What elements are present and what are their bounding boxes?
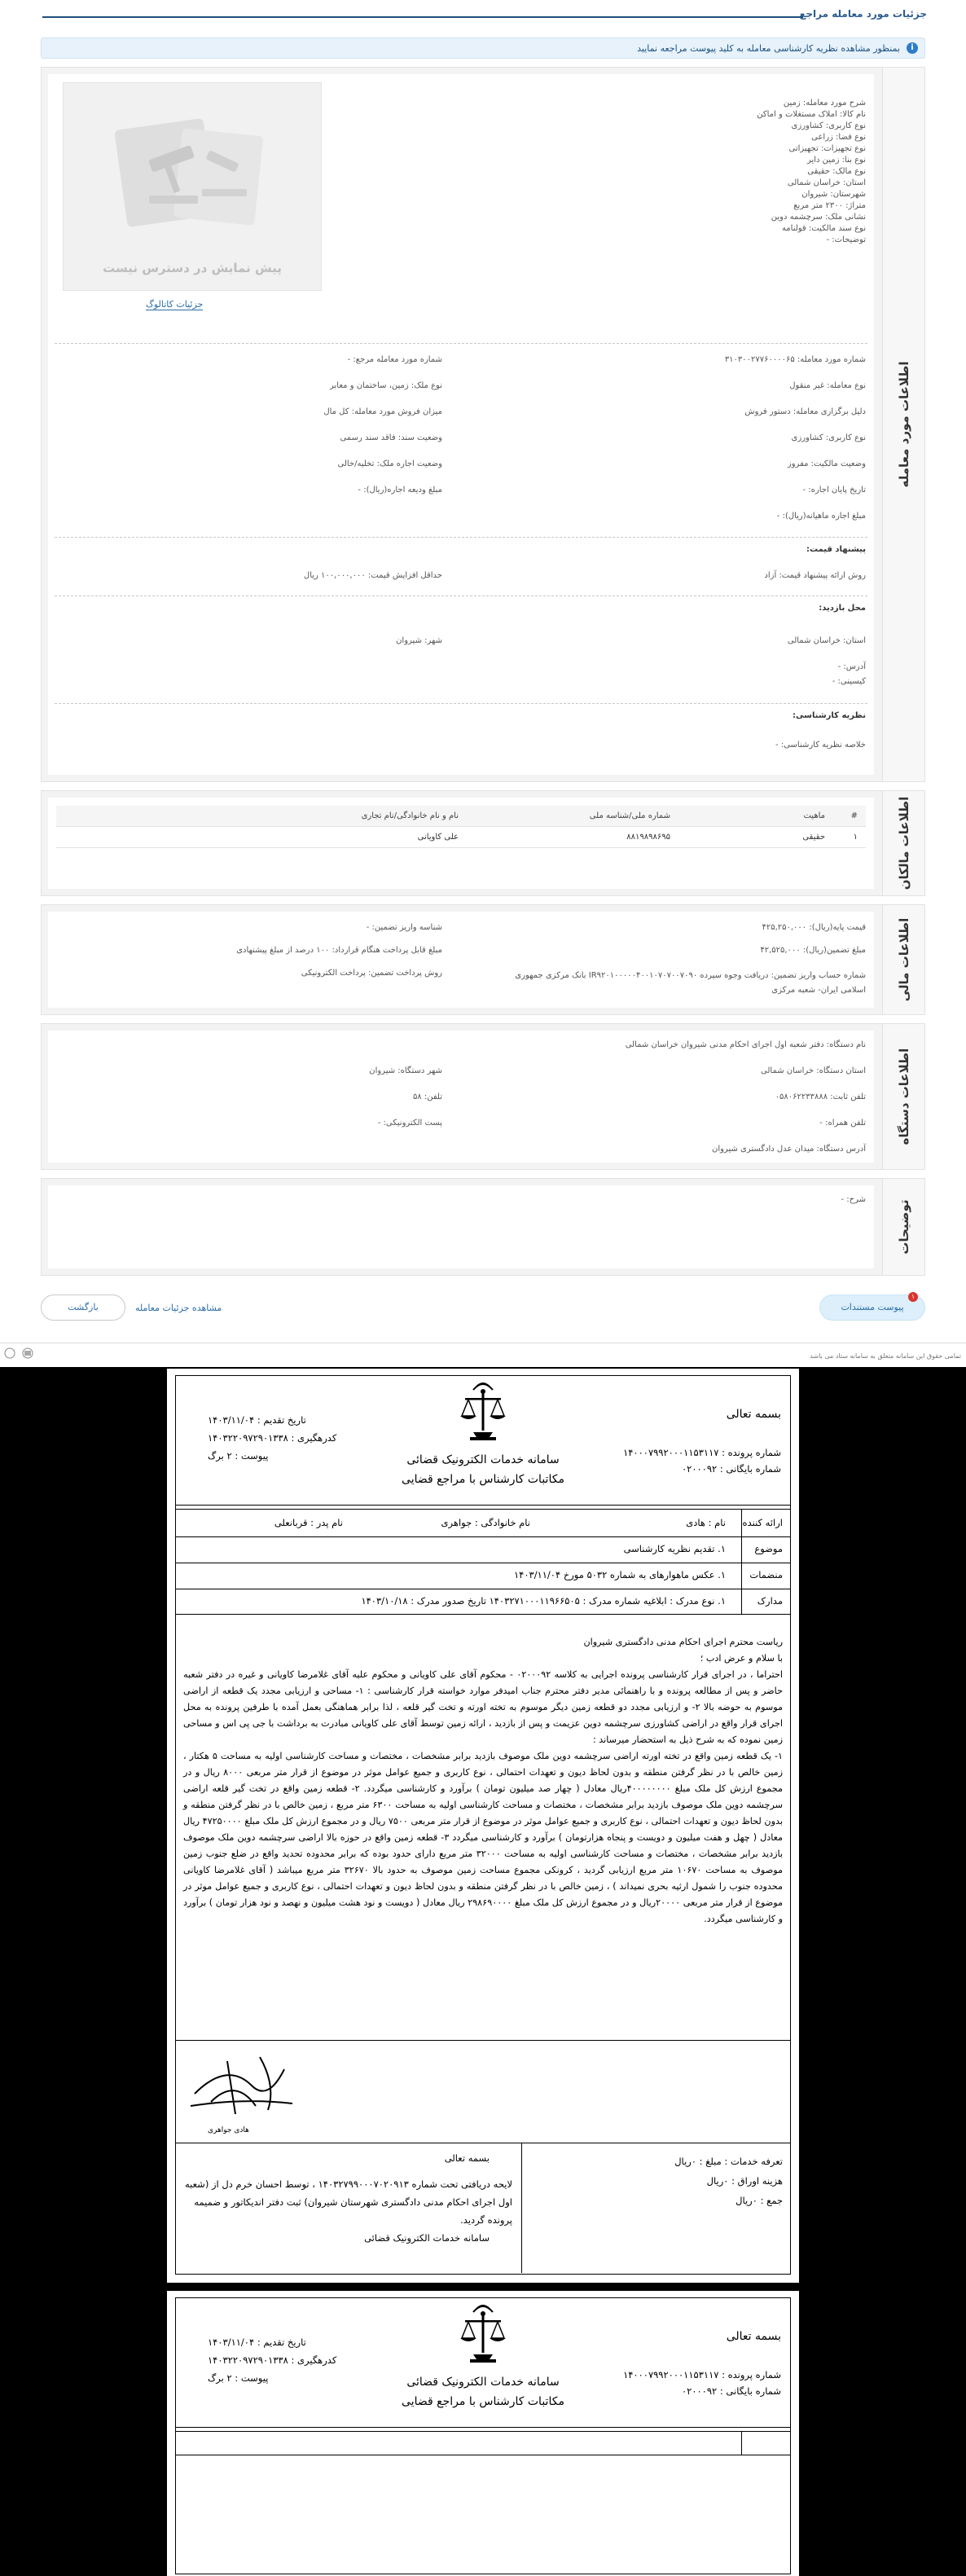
guarantee-amount: مبلغ تضمین(ریال): ۴۲,۵۲۵,۰۰۰ bbox=[760, 946, 866, 955]
scales-of-justice-icon bbox=[459, 2301, 507, 2367]
lease-end: تاریخ پایان اجاره: - bbox=[802, 486, 866, 495]
min-increase: حداقل افزایش قیمت: ۱۰۰,۰۰۰,۰۰۰ ریال bbox=[303, 571, 442, 580]
section-office bbox=[41, 1023, 925, 1170]
section-title: اطلاعات دستگاه bbox=[896, 1048, 911, 1145]
letter-org-title: سامانه خدمات الکترونیک قضائی bbox=[406, 2376, 560, 2389]
section-side bbox=[882, 1024, 924, 1169]
letter-org-title: سامانه خدمات الکترونیک قضائی bbox=[406, 1453, 560, 1466]
letter-date: تاریخ تقدیم : ۱۴۰۳/۱۱/۰۴ bbox=[208, 2336, 306, 2348]
attach-label: منضمات bbox=[749, 1569, 783, 1580]
sale-reason: دلیل برگزاری معامله: دستور فروش bbox=[744, 407, 866, 416]
deal-type: نوع معامله: غیر منقول bbox=[789, 381, 866, 390]
docs-label: مدارک bbox=[757, 1595, 783, 1607]
monthly-rent: مبلغ اجاره ماهیانه(ریال): - bbox=[776, 512, 866, 521]
item-notes: توضیحات: - bbox=[826, 235, 866, 244]
sale-share: میزان فروش مورد معامله: کل مال bbox=[323, 407, 442, 416]
divider bbox=[55, 703, 867, 704]
doc-status: وضعیت سند: فاقد سند رسمی bbox=[340, 433, 442, 442]
letter-attachments: پیوست : ۲ برگ bbox=[208, 1450, 269, 1462]
letter-tracking: کدرهگیری : ۱۴۰۳۲۲۰۹۷۲۹۰۱۳۳۸ bbox=[208, 1432, 337, 1444]
visit-province: استان: خراسان شمالی bbox=[787, 636, 866, 645]
office-city: شهر دستگاه: شیروان bbox=[369, 1066, 442, 1075]
attachments-button-label: پیوست مستندات bbox=[841, 1302, 904, 1312]
payment-method: روش پرداخت تضمین: پرداخت الکترونیکی bbox=[301, 969, 442, 978]
guarantee-account: شماره حساب واریز تضمین: دریافت وجوه سپرده IR۹۲۰۱۰۰۰۰۰۴۰۰۱۰۷۰۷۰۰۷۰۹۰ بانک مرکزی جمهوری اسلامی ایران- شعبه مرکزی bbox=[515, 971, 866, 995]
footer-logos-icon bbox=[3, 1346, 52, 1361]
subject-label: موضوع bbox=[754, 1543, 783, 1554]
no-preview-text: پیش نمایش در دسترس نیست bbox=[103, 261, 282, 275]
item-ownership-type: نوع مالک: حقیقی bbox=[807, 167, 866, 176]
expert-heading: نظریه کارشناسی: bbox=[793, 711, 866, 720]
expert-summary: خلاصه نظریه کارشناسی: - bbox=[775, 741, 866, 750]
office-email: پست الکترونیکی: - bbox=[377, 1119, 442, 1128]
ownership-status: وضعیت مالکیت: مفروز bbox=[787, 459, 866, 468]
base-price: قیمت پایه(ریال): ۴۲۵,۲۵۰,۰۰۰ bbox=[762, 923, 866, 932]
letter-bismillah: بسمه تعالی bbox=[726, 1408, 781, 1421]
office-province: استان دستگاه: خراسان شمالی bbox=[761, 1066, 866, 1075]
col-owner-name: نام و نام خانوادگی/نام تجاری bbox=[56, 806, 467, 827]
section-title: اطلاعات مالکان bbox=[896, 796, 911, 890]
letter-attachments: پیوست : ۲ برگ bbox=[208, 2372, 269, 2384]
visit-city: شهر: شیروان bbox=[396, 636, 442, 645]
item-name: نام کالا: املاک مستغلات و اماکن bbox=[757, 110, 866, 119]
office-ext: تلفن: ۵۸ bbox=[412, 1092, 442, 1101]
receipt-sign: سامانه خدمات الکترونیک قضائی bbox=[364, 2232, 490, 2244]
cell-owner-name: علی کاویانی bbox=[56, 827, 467, 848]
ref-deal-number: شماره مورد معامله مرجع: - bbox=[347, 355, 442, 364]
signer-name: هادی جواهری bbox=[208, 2126, 249, 2134]
letter-archive-no: شماره بایگانی : ۰۲۰۰۰۹۲ bbox=[681, 1463, 781, 1475]
item-province: استان: خراسان شمالی bbox=[787, 178, 866, 187]
receipt-title: بسمه تعالی bbox=[444, 2152, 490, 2164]
catalog-details-link[interactable]: جزئیات کاتالوگ bbox=[146, 299, 204, 310]
section-side bbox=[882, 905, 924, 1014]
letter-body: ریاست محترم اجرای احکام مدنی دادگستری شیروان با سلام و عرض ادب ؛ احتراما ، در اجرای قرار کارشناسی پرونده اجرایی به کلاسه ۰۲۰۰۰۹۲ - محکوم آقای علی کاویانی و محکوم علیه آقای غلامرضا کاویانی و غیره در دفتر شعبه حاضر و پس از مطالعه پرونده و با راهنمائی مدیر دفتر محترم جناب امیدفر موارد خواسته قرار کارشناسی : ۱- مساحی و ارزیابی مجدد یک قطعه از اراضی موسوم به حوضه بالا ۲- و ارزیابی مجدد دو قطعه زمین دیگر موسوم به تخته اورته و تخت گیر قلعه ، لذا برابر هماهنگی بعمل آمده با طرفین پرونده به محل اجرای قرار واقع در اراضی کشاورزی سرچشمه دوین عزیمت و پس از بازدید ، ارائه زمین توسط آقای علی کاویانی مبادرت به برداشت با جی پی اس و مساحی زمین نموده که به شرح ذیل به استحضار میرساند : ۱- یک قطعه زمین واقع در تخته اورته اراضی سرچشمه دوین ملک موصوف بازدید برابر مشخصات ، مختصات و مساحت کارشناسی اولیه به مساحت ۵ هکتار ، زمین خالص با در نظر گرفتن منطقه و بدون لحاظ دیون و تعهدات احتمالی ، نوع کاربری و جمیع عوامل موثر در موضوع از قرار متر مربعی ۸۰۰۰ ریال و در مجموع ارزش کل ملک مبلغ ۴۰۰۰۰۰۰۰۰ریال معادل ( چهار صد میلیون تومان ) برآورد و کارشناسی میگردد. ۲- قطعه زمین واقع در تخت گیر قلعه اراضی سرچشمه دوین ملک موصوف بازدید برابر مشخصات ، مختصات و مساحت کارشناسی اولیه به مساحت ۶۳۰۰ متر مربع ، زمین خالص با در نظر گرفتن منطقه و بدون لحاظ دیون و تعهدات احتمالی ، نوع کاربری و جمیع عوامل موثر در موضوع از قرار متر مربعی ۷۵۰۰ ریال و در مجموع ارزش کل ملک مبلغ ۴۷۲۵۰۰۰۰ ریال معادل ( چهل و هفت میلیون و دویست و پنجاه هزارتومان ) برآورد و کارشناسی میگردد ۳- قطعه زمین واقع در حوزه بالا اراضی سرچشمه دوین ملک موصوف بازدید برابر مشخصات ، مختصات و مساحت کارشناسی اولیه به مساحت ۳۲۰۰۰ متر مربع دارای حدود بوده که برابر محدوده تحدید واقع در ضلع جنوب زمین موصوف به مساحت ۱۰۶۷۰ متر مربع ارزیابی گردید ، کرونکی مجموع مساحت زمین موصوف به حدود بالا ۳۲۶۷۰ متر مربع میباشد ( آقای غلامرضا کاویانی محدوده جنوب را شمول ارثیه بحری نمیداند ) ، زمین خالص با در نظر گرفتن منطقه و بدون لحاظ دیون و تعهدات احتمالی ، نوع کاربری و جمیع عوامل موثر در موضوع از قرار متر مربعی ۲۰۰۰۰ریال و در مجموع ارزش کل ملک مبلغ ۲۹۸۶۹۰۰۰۰ ریال معادل ( دویست و نود هشت میلیون و نهصد و نود هزار تومان ) برآورد و کارشناسی میگردد. bbox=[183, 1637, 784, 1924]
letter-org-subtitle: مکاتبات کارشناس با مراجع قضایی bbox=[402, 2395, 564, 2408]
docs-value: ۱. نوع مدرک : ابلاغیه شماره مدرک : ۱۴۰۳۲۷۱۰۰۰۱۱۹۶۶۵۰۵ تاریخ صدور مدرک : ۱۴۰۳/۱۰/۱۸ bbox=[361, 1595, 726, 1607]
item-building-type: نوع بنا: زمین دایر bbox=[806, 156, 866, 165]
grid-line bbox=[521, 2143, 522, 2273]
back-button[interactable]: بازگشت bbox=[41, 1295, 125, 1321]
section-title: اطلاعات مورد معامله bbox=[896, 361, 911, 488]
scales-of-justice-icon bbox=[459, 1378, 507, 1445]
view-deal-details-link[interactable]: مشاهده جزئیات معامله bbox=[135, 1303, 222, 1313]
gavel-placeholder-icon bbox=[112, 108, 267, 230]
section-body bbox=[48, 1031, 874, 1163]
section-title: اطلاعات مالی bbox=[896, 917, 911, 1002]
page-title: جزئیات مورد معامله مراجع bbox=[799, 8, 927, 20]
property-kind: نوع ملک: زمین، ساختمان و معابر bbox=[330, 381, 442, 390]
item-equipment: نوع تجهیزات: تجهیزاتی bbox=[788, 144, 866, 153]
fee-paper: هزینه اوراق : ۰ریال bbox=[706, 2175, 783, 2187]
info-notice bbox=[41, 37, 925, 59]
attachments-count-badge: ۱ bbox=[908, 1292, 918, 1302]
submitter-family: نام خانوادگی : جواهری bbox=[441, 1517, 530, 1528]
price-heading: پیشنهاد قیمت: bbox=[806, 545, 866, 554]
col-national-id: شماره ملی/شناسه ملی bbox=[467, 806, 678, 827]
item-space: نوع فضا: زراعی bbox=[811, 133, 866, 142]
item-usage: نوع کاربری: کشاورزی bbox=[791, 121, 866, 130]
footer-note: تمامی حقوق این سامانه متعلق به سامانه ستاد می باشد bbox=[810, 1352, 961, 1360]
letter-org-subtitle: مکاتبات کارشناس با مراجع قضایی bbox=[402, 1473, 564, 1486]
section-body bbox=[48, 912, 874, 1008]
table-row bbox=[56, 827, 866, 848]
deal-number: شماره مورد معامله: ۳۱۰۳۰۰۲۷۷۶۰۰۰۰۶۵ bbox=[724, 355, 866, 364]
settlement-amount: مبلغ قابل پرداخت هنگام قرارداد: ۱۰۰ درصد از مبلغ پیشنهادی bbox=[236, 946, 442, 955]
item-area: متراژ: ۲۳۰۰ متر مربع bbox=[793, 201, 866, 210]
attach-value: ۱. عکس ماهوارهای به شماره ۵۰۳۲ مورخ ۱۴۰۳/۱۱/۰۴ bbox=[514, 1569, 726, 1580]
receipt-text: لایحه دریافتی تحت شماره ۱۴۰۳۲۷۹۹۰۰۰۷۰۲۰۹۱۳ ، توسط احسان خرم دل از (شعبه اول اجرای احکام مدنی دادگستری شهرستان شیروان) ثبت دفتر اندیکاتور و ضمیمه پرونده گردید. bbox=[185, 2178, 512, 2226]
price-method: روش ارائه پیشنهاد قیمت: آزاد bbox=[764, 571, 866, 580]
description-text: شرح: - bbox=[841, 1195, 866, 1204]
letter-page-1 bbox=[167, 1369, 799, 2283]
section-side bbox=[882, 791, 924, 895]
col-type: ماهیت bbox=[678, 806, 833, 827]
notice-text: بمنظور مشاهده نظریه کارشناسی معامله به کلید پیوست مراجعه نمایید bbox=[637, 43, 900, 54]
signature-image bbox=[178, 2045, 301, 2126]
letter-tracking: کدرهگیری : ۱۴۰۳۲۲۰۹۷۲۹۰۱۳۳۸ bbox=[208, 2354, 337, 2366]
table-header-row bbox=[56, 806, 866, 827]
letter-archive-no: شماره بایگانی : ۰۲۰۰۰۹۲ bbox=[681, 2385, 781, 2397]
top-bar bbox=[0, 0, 966, 28]
divider bbox=[55, 343, 867, 344]
section-title: توضیحات bbox=[896, 1199, 911, 1255]
section-side bbox=[882, 1179, 924, 1275]
fee-service: تعرفه خدمات : مبلغ : ۰ریال bbox=[674, 2156, 783, 2167]
item-city: شهرستان: شیروان bbox=[801, 190, 866, 199]
section-owners bbox=[41, 790, 925, 896]
submitter-label: ارائه کننده bbox=[742, 1517, 783, 1528]
divider bbox=[55, 537, 867, 538]
attachments-button[interactable] bbox=[819, 1295, 925, 1321]
letter-bismillah: بسمه تعالی bbox=[726, 2330, 781, 2343]
office-phone: تلفن ثابت: ۰۵۸۰۶۲۲۳۳۸۸۸ bbox=[775, 1092, 866, 1101]
section-body bbox=[48, 74, 874, 775]
section-body bbox=[48, 1185, 874, 1268]
fee-total: جمع : ۰ریال bbox=[735, 2195, 783, 2206]
item-doc-type: نوع سند مالکیت: قولنامه bbox=[781, 224, 866, 233]
lease-deposit: مبلغ ودیعه اجاره(ریال): - bbox=[358, 486, 442, 495]
cell-national-id: ۸۸۱۹۸۹۸۶۹۵ bbox=[467, 827, 678, 848]
grid-line bbox=[175, 2040, 791, 2041]
section-body bbox=[48, 798, 874, 889]
office-address: آدرس دستگاه: میدان عدل دادگستری شیروان bbox=[711, 1145, 866, 1154]
section-deal-info bbox=[41, 67, 925, 782]
lease-status: وضعیت اجاره ملک: تخلیه/خالی bbox=[337, 459, 442, 468]
grid-line bbox=[741, 2431, 742, 2455]
item-image-placeholder bbox=[63, 82, 322, 291]
visit-address: آدرس: - bbox=[837, 662, 866, 671]
section-description bbox=[41, 1178, 925, 1276]
office-name: نام دستگاه: دفتر شعبه اول اجرای احکام مدنی شیروان خراسان شمالی bbox=[625, 1040, 866, 1049]
submitter-father: نام پدر : قربانعلی bbox=[274, 1517, 343, 1528]
visit-heading: محل بازدید: bbox=[819, 604, 866, 613]
deposit-id: شناسه واریز تضمین: - bbox=[366, 923, 442, 932]
info-icon: i bbox=[907, 42, 918, 54]
section-side bbox=[882, 68, 924, 781]
section-finance bbox=[41, 904, 925, 1015]
cell-index: ۱ bbox=[833, 827, 866, 848]
office-mobile: تلفن همراه: - bbox=[819, 1119, 866, 1128]
letter-page-2 bbox=[167, 2291, 799, 2576]
letter-file-no: شماره پرونده : ۱۴۰۰۰۷۹۹۲۰۰۰۱۱۵۳۱۱۷ bbox=[623, 1447, 781, 1458]
col-index: # bbox=[833, 806, 866, 827]
subject-value: ۱. تقدیم نظریه کارشناسی bbox=[623, 1543, 726, 1554]
letter-file-no: شماره پرونده : ۱۴۰۰۰۷۹۹۲۰۰۰۱۱۵۳۱۱۷ bbox=[623, 2369, 781, 2380]
submitter-name: نام : هادی bbox=[686, 1517, 726, 1528]
letter-date: تاریخ تقدیم : ۱۴۰۳/۱۱/۰۴ bbox=[208, 1414, 306, 1426]
owners-table bbox=[56, 806, 866, 848]
title-rule bbox=[42, 16, 803, 18]
cell-type: حقیقی bbox=[678, 827, 833, 848]
visit-desc: کیسینی: - bbox=[832, 677, 866, 686]
item-address: نشانی ملک: سرچشمه دوین bbox=[771, 213, 866, 222]
usage-type: نوع کاربری: کشاورزی bbox=[791, 433, 866, 442]
item-description: شرح مورد معامله: زمین bbox=[783, 99, 866, 108]
grid-line bbox=[175, 1536, 791, 1537]
letter-info-grid bbox=[175, 2431, 791, 2455]
